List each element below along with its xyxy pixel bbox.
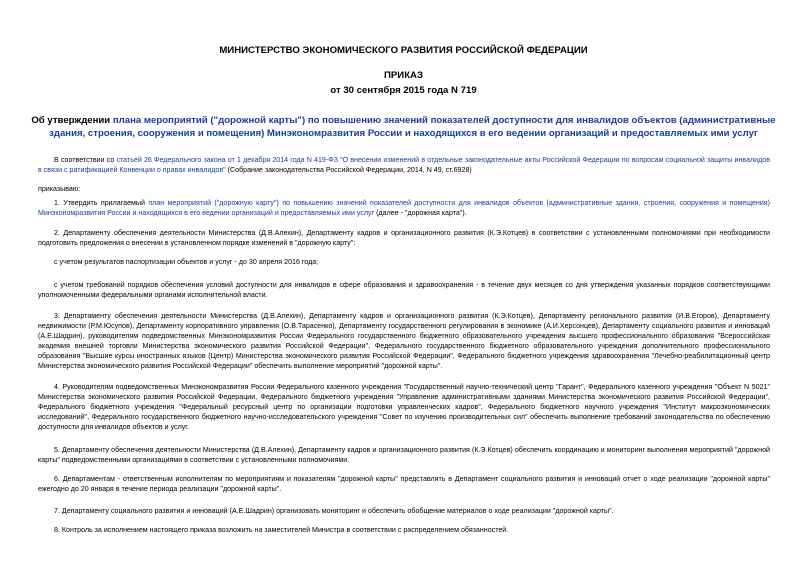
roadmap-plan-link[interactable]: план мероприятий ("дорожную карту") по повышению значений показателей доступности для инвалидов объектов (административные здания, строения, сооружения и помещения) Минэкономразвития России и находящихся в его ведении организаций и предоставляемых ими услуг xyxy=(38,199,770,217)
title-prefix: Об утверждении xyxy=(31,115,113,126)
paragraph-2a: с учетом результатов паспортизации объектов и услуг - до 30 апреля 2016 года; xyxy=(54,258,319,266)
paragraph-7: 7. Департаменту социального развития и инноваций (А.Е.Шадрин) организовать мониторинг и обеспечить обобщение материалов о ходе реализации "дорожной карты". xyxy=(54,507,614,515)
document-title xyxy=(30,114,777,140)
paragraph-2b: с учетом требований порядков обеспечения условий доступности для инвалидов в сфере образования и здравоохранения - в течение двух месяцев со дня утверждения указанных порядков соответствующими уполномоченными федеральными органами исполнительной власти. xyxy=(38,281,770,299)
ministry-name: МИНИСТЕРСТВО ЭКОНОМИЧЕСКОГО РАЗВИТИЯ РОССИЙСКОЙ ФЕДЕРАЦИИ xyxy=(219,45,588,56)
paragraph-5: 5. Департаменту обеспечения деятельности Министерства (Д.В.Алехин), Департаменту кадров и организационного развития (К.Э.Котцев) обеспечить координацию и мониторинг выполнения мероприятий "дорожной карты" подведомственными организациями в соответствии с установленными полномочиями. xyxy=(38,446,770,464)
paragraph-6: 6. Департаментам - ответственным исполнителям по мероприятиям и показателям "дорожной карты" представлять в Департамент социального развития и инноваций отчет о ходе реализации "дорожной карты" ежегодно до 20 января в течение периода реализации "дорожной карты". xyxy=(38,475,770,493)
paragraph-4: 4. Руководителям подведомственных Минэкономразвития России Федерального казенного учреждения "Государственный научно-технический центр "Гарант", Федерального казенного учреждения "Объект N 5021" Министерства экономического развития Российской Федерации, Федерального бюджетного учреждения "Управление административными зданиями Министерства экономического развития Российской Федерации", Федерального бюджетного учреждения "Федеральный ресурсный центр по организации подготовки управленческих кадров", Федерального бюджетного научного учреждения "Институт макроэкономических исследований", Федерального государственного бюджетного научно-исследовательского учреждения "Совет по изучению производительных сил" обеспечить выполнение требований законодательства по обеспечению доступности для инвалидов объектов и услуг. xyxy=(38,383,770,431)
preamble-text-1: В соответствии со xyxy=(54,156,117,164)
law-article-link[interactable]: статьей 26 Федерального закона от 1 декабря 2014 года N 419-ФЗ "О внесении изменений в отдельные законодательные акты Российской Федерации по вопросам социальной защиты инвалидов в связи с ратификацией Конвенции о правах инвалидов" xyxy=(38,156,770,174)
paragraph-3: 3. Департаменту обеспечения деятельности Министерства (Д.В.Алехин), Департаменту кадров и организационного развития (К.Э.Котцев), Департаменту регионального развития (И.В.Егоров), Департаменту недвижимости (Р.М.Юсупов), Департаменту корпоративного управления (О.В.Тарасенко), Департаменту государственного регулирования в экономике (А.И.Херсонцев), Департаменту социального развития и инноваций (А.Е.Шадрин), руководителям подведомственных Минэкономразвития России Федерального государственного бюджетного образовательного учреждения высшего профессионального образования "Всероссийская академия внешней торговли Министерства экономического развития Российской Федерации", Федерального государственного бюджетного образовательного учреждения дополнительного профессионального образования "Высшие курсы иностранных языков (Центр) Министерства экономического развития Российской Федерации", Федерального бюджетного учреждения здравоохранения "Лечебно-реабилитационный центр Министерства экономического развития Российской Федерации" обеспечить выполнение мероприятий "дорожной карты". xyxy=(38,312,770,370)
document-type: ПРИКАЗ xyxy=(384,70,423,81)
paragraph-8: 8. Контроль за исполнением настоящего приказа возложить на заместителей Министра в соответствии с распределением обязанностей. xyxy=(54,526,509,534)
document-date-number: от 30 сентября 2015 года N 719 xyxy=(330,85,477,96)
paragraph-1 xyxy=(38,198,770,218)
paragraph-2: 2. Департаменту обеспечения деятельности Министерства (Д.В.Алехин), Департаменту кадров и организационного развития (К.Э.Котцев) в соответствии с установленными полномочиями при необходимости подготовить предложения о внесении в установленном порядке изменений в "дорожную карту": xyxy=(38,229,770,247)
preamble-text-2: (Собрание законодательства Российской Федерации, 2014, N 49, ст.6928) xyxy=(225,166,472,174)
preamble xyxy=(38,155,770,175)
title-link[interactable]: плана мероприятий ("дорожной карты") по повышению значений показателей доступности для инвалидов объектов (административные здания, строения, сооружения и помещения) Минэкономразвития России и находящихся в его ведении организаций и предоставляемых ими услуг xyxy=(49,115,776,139)
order-word: приказываю: xyxy=(38,185,81,193)
p1-text-2: (далее - "дорожная карта"). xyxy=(374,209,467,217)
p1-text-1: 1. Утвердить прилагаемый xyxy=(54,199,149,207)
